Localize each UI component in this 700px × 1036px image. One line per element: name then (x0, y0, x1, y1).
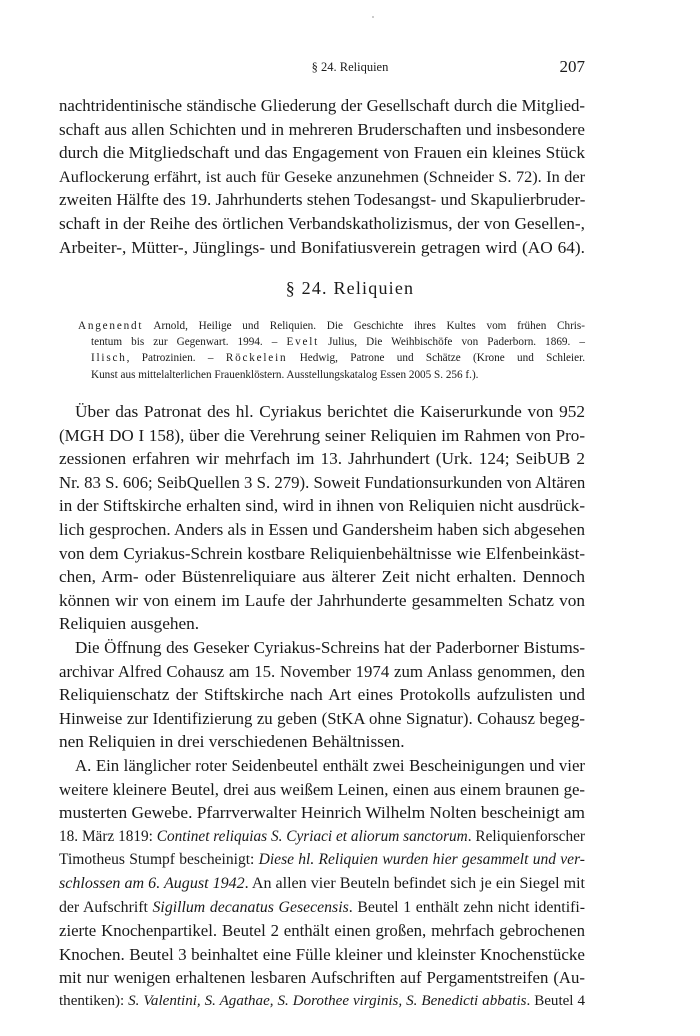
section-heading: § 24. Reliquien (285, 278, 415, 298)
text-line (59, 990, 585, 1014)
text-line: Hinweise zur Identifizierung zu geben (StKA ohne Signatur). Cohausz begeg- (59, 708, 585, 728)
text-line: Reliquien ausgehen. (59, 614, 200, 634)
page-mark (372, 16, 374, 18)
text-run: 18. März 1819: (59, 827, 157, 845)
bib-text: , Patrozinien. – (126, 352, 226, 365)
paragraph-patronat (59, 400, 585, 636)
text-line: schaft in der Reihe des örtlichen Verbandskatholizismus, der von Gesellen-, (59, 213, 585, 233)
italic-quote: schlossen am 6. August 1942 (59, 874, 245, 892)
bib-text: tentum bis zur Gegenwart. 1994. – (91, 336, 287, 349)
text-line (59, 825, 585, 849)
text-line: nen Reliquien in drei verschiedenen Behältnissen. (59, 732, 405, 752)
text-line: Auflockerung erfährt, ist auch für Geseke anzunehmen (Schneider S. 72). In der (59, 166, 585, 186)
text-line: musterten Gewebe. Pfarrverwalter Heinrich Wilhelm Nolten bescheinigt am (59, 803, 585, 823)
text-line: Die Öffnung des Geseker Cyriakus-Schreins hat der Paderborner Bistums- (75, 638, 585, 657)
text-run: Timotheus Stumpf bescheinigt: (59, 851, 259, 869)
bib-author: Ilisch (91, 352, 127, 365)
bibliography-line: Kunst aus mittelalterlichen Frauenklöstern. Ausstellungskatalog Essen 2005 S. 256 f.). (91, 368, 479, 381)
text-line: in der Stiftskirche erhalten sind, wird in ihnen von Reliquien nicht ausdrück- (59, 496, 585, 516)
text-line: durch die Mitgliedschaft und das Engagement von Frauen ein kleines Stück (59, 143, 585, 163)
bib-author: Evelt (286, 336, 320, 349)
text-line: lich gesprochen. Anders als in Essen und Gandersheim haben sich abgesehen (59, 519, 585, 539)
bib-text: Hedwig, Patrone und Schätze (Krone und Schleier. (287, 352, 585, 365)
text-run: . Beutel 1 enthält zehn nicht identifi- (348, 898, 585, 916)
text-line: nachtridentinische ständische Gliederung der Gesellschaft durch die Mitglied- (59, 96, 585, 115)
bibliography-line (78, 318, 585, 334)
paragraph-oeffnung (59, 636, 585, 754)
italic-quote: Sigillum decanatus Gesecensis (152, 898, 349, 916)
bibliography-line (78, 350, 585, 366)
text-line: weitere kleinere Beutel, drei aus weißem Leinen, einen aus einem braunen ge- (59, 779, 585, 799)
text-run: thentiken): (59, 992, 129, 1009)
bib-text: Arnold, Heilige und Reliquien. Die Geschichte ihres Kultes vom frühen Chris- (143, 320, 585, 332)
text-line: chen, Arm- oder Büstenreliquiare aus älterer Zeit nicht erhalten. Dennoch (59, 567, 585, 587)
text-line (59, 872, 585, 896)
text-run: der Aufschrift (59, 898, 153, 916)
bib-author: Röckelein (225, 352, 288, 365)
bibliography-line (78, 334, 585, 350)
text-line: Arbeiter-, Mütter-, Jünglings- und Bonifatiusverein getragen wird (AO 64). (59, 237, 585, 257)
page-number: 207 (559, 57, 585, 76)
text-line: zierte Knochenpartikel. Beutel 2 enthält einen großen, mehrfach gebrochenen (59, 921, 585, 941)
text-line: mit nur wenigen erhaltenen lesbaren Aufschriften auf Pergamentstreifen (Au- (59, 968, 585, 988)
text-line: zweiten Hälfte des 19. Jahrhunderts stehen Todesangst- und Skapulierbruder- (59, 190, 586, 210)
text-line (59, 896, 585, 920)
text-line: (MGH DO I 158), über die Verehrung seiner Reliquien im Rahmen von Pro- (59, 425, 585, 445)
text-run: . Beutel 4 (526, 992, 585, 1009)
text-line: Nr. 83 S. 606; SeibQuellen 3 S. 279). Soweit Fundationsurkunden von Altären (59, 472, 586, 492)
text-line: Über das Patronat des hl. Cyriakus berichtet die Kaiserurkunde von 952 (75, 402, 585, 421)
paragraph-a (59, 754, 585, 1014)
bibliography (78, 318, 585, 383)
italic-quote: Continet reliquias S. Cyriaci et aliorum sanctorum (156, 827, 468, 845)
bib-text: Julius, Die Weihbischöfe von Paderborn. 1869. – (319, 336, 585, 349)
text-line: von dem Cyriakus-Schrein kostbare Reliquienbehältnisse wie Elfenbeinkäst- (59, 543, 585, 563)
running-head: § 24. Reliquien (311, 60, 389, 74)
bib-author: Angenendt (78, 320, 144, 332)
italic-quote: Diese hl. Reliquien wurden hier gesammelt und ver- (258, 851, 585, 869)
text-line: Knochen. Beutel 3 beinhaltet eine Fülle kleiner und kleinster Knochenstücke (59, 944, 585, 964)
italic-quote: S. Valentini, S. Agathae, S. Dorothee virginis, S. Benedicti abbatis (128, 992, 527, 1009)
text-line: zessionen erfahren wir mehrfach im 13. Jahrhundert (Urk. 124; SeibUB 2 (59, 449, 585, 469)
text-line: archivar Alfred Cohausz am 15. November 1974 zum Anlass genommen, den (59, 661, 585, 681)
text-line: A. Ein länglicher roter Seidenbeutel enthält zwei Bescheinigungen und vier (75, 756, 585, 775)
text-line (59, 848, 585, 872)
text-line: Reliquienschatz der Stiftskirche nach Art eines Protokolls aufzulisten und (59, 685, 585, 705)
text-line: schaft aus allen Schichten und in mehreren Bruderschaften und insbesondere (59, 119, 585, 139)
paragraph-bruderschaften (59, 94, 585, 259)
text-line: können wir von einem im Laufe der Jahrhunderte gesammelten Schatz von (59, 590, 585, 610)
text-run: . An allen vier Beuteln befindet sich je ein Siegel mit (244, 874, 586, 892)
text-run: . Reliquienforscher (467, 827, 585, 845)
